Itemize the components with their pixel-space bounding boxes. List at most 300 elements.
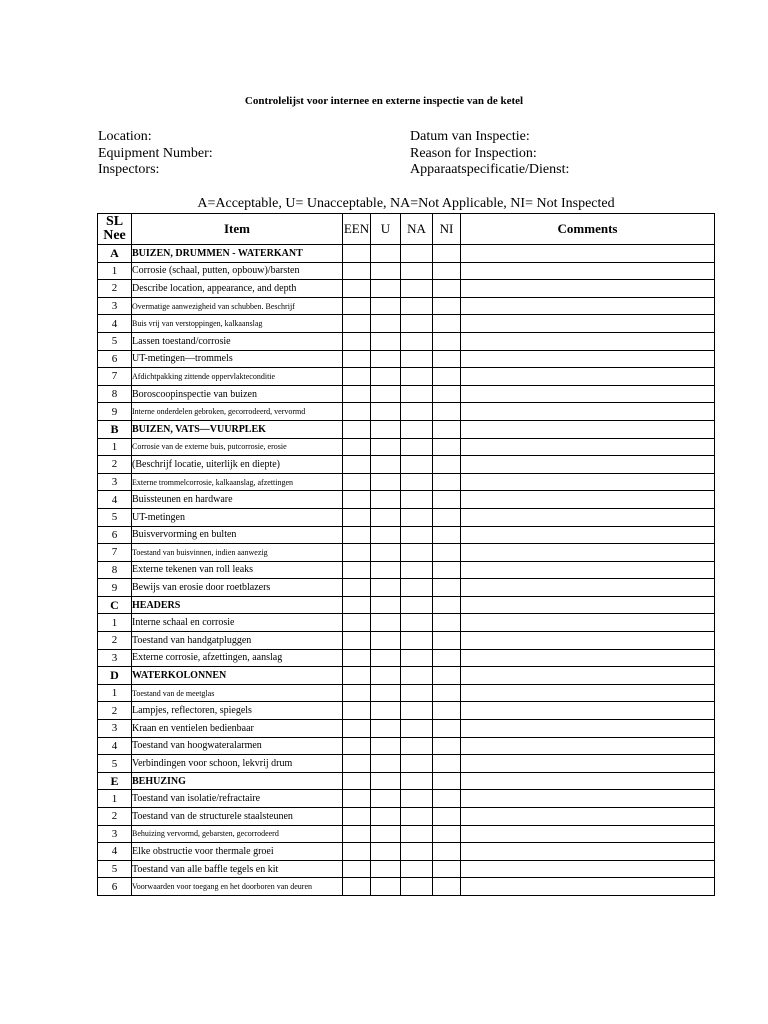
- rating-cell-ni[interactable]: [433, 544, 461, 562]
- rating-cell-ni[interactable]: [433, 385, 461, 403]
- table-row: [98, 755, 715, 773]
- rating-cell-u[interactable]: [371, 544, 401, 562]
- table-row: [98, 403, 715, 421]
- rating-cell-u[interactable]: [371, 808, 401, 826]
- item-description: UT-metingen: [132, 508, 343, 526]
- rating-cell-comments[interactable]: [461, 262, 715, 280]
- table-row: [98, 350, 715, 368]
- rating-cell-na[interactable]: [401, 262, 433, 280]
- row-number: 5: [98, 860, 132, 878]
- row-number: 8: [98, 561, 132, 579]
- item-description: Elke obstructie voor thermale groei: [132, 843, 343, 861]
- rating-cell-ni[interactable]: [433, 649, 461, 667]
- rating-cell-u[interactable]: [371, 297, 401, 315]
- rating-cell-na[interactable]: [401, 843, 433, 861]
- table-row: [98, 649, 715, 667]
- row-number: 5: [98, 755, 132, 773]
- table-row: [98, 632, 715, 650]
- section-row: [98, 667, 715, 685]
- cell-comments: [461, 772, 715, 790]
- row-number: 3: [98, 825, 132, 843]
- cell-ni: [433, 420, 461, 438]
- rating-cell-na[interactable]: [401, 702, 433, 720]
- section-title: BEHUZING: [132, 772, 343, 790]
- info-left: [98, 129, 213, 179]
- rating-cell-ni[interactable]: [433, 632, 461, 650]
- rating-cell-u[interactable]: [371, 684, 401, 702]
- rating-cell-u[interactable]: [371, 649, 401, 667]
- rating-cell-ni[interactable]: [433, 262, 461, 280]
- rating-cell-ni[interactable]: [433, 579, 461, 597]
- rating-cell-een[interactable]: [343, 385, 371, 403]
- rating-cell-ni[interactable]: [433, 737, 461, 755]
- rating-cell-u[interactable]: [371, 368, 401, 386]
- item-description: (Beschrijf locatie, uiterlijk en diepte): [132, 456, 343, 474]
- row-number: 2: [98, 808, 132, 826]
- rating-cell-u[interactable]: [371, 878, 401, 896]
- rating-cell-een[interactable]: [343, 860, 371, 878]
- section-code: D: [98, 667, 132, 685]
- rating-cell-u[interactable]: [371, 702, 401, 720]
- row-number: 2: [98, 632, 132, 650]
- equipment-spec-label: Apparaatspecificatie/Dienst:: [410, 162, 570, 177]
- rating-cell-na[interactable]: [401, 508, 433, 526]
- rating-cell-ni[interactable]: [433, 368, 461, 386]
- table-row: [98, 684, 715, 702]
- rating-cell-ni[interactable]: [433, 720, 461, 738]
- inspection-checklist-table: [97, 213, 715, 896]
- rating-cell-comments[interactable]: [461, 737, 715, 755]
- table-row: [98, 878, 715, 896]
- rating-cell-u[interactable]: [371, 332, 401, 350]
- rating-cell-ni[interactable]: [433, 315, 461, 333]
- rating-cell-u[interactable]: [371, 508, 401, 526]
- rating-cell-ni[interactable]: [433, 350, 461, 368]
- rating-cell-u[interactable]: [371, 860, 401, 878]
- rating-cell-een[interactable]: [343, 702, 371, 720]
- row-number: 3: [98, 649, 132, 667]
- cell-u: [371, 772, 401, 790]
- rating-cell-ni[interactable]: [433, 438, 461, 456]
- inspection-date-label: Datum van Inspectie:: [410, 129, 530, 144]
- reason-label: Reason for Inspection:: [410, 145, 537, 161]
- rating-cell-comments[interactable]: [461, 508, 715, 526]
- rating-cell-comments[interactable]: [461, 684, 715, 702]
- rating-cell-comments[interactable]: [461, 385, 715, 403]
- table-row: [98, 825, 715, 843]
- header-row: [98, 214, 715, 245]
- cell-u: [371, 667, 401, 685]
- rating-cell-comments[interactable]: [461, 561, 715, 579]
- item-description: Afdichtpakking zittende oppervlakteconditie: [132, 368, 343, 386]
- rating-cell-na[interactable]: [401, 473, 433, 491]
- table-row: [98, 491, 715, 509]
- cell-na: [401, 420, 433, 438]
- rating-cell-comments[interactable]: [461, 808, 715, 826]
- rating-cell-na[interactable]: [401, 544, 433, 562]
- rating-cell-u[interactable]: [371, 491, 401, 509]
- cell-comments: [461, 667, 715, 685]
- item-description: Kraan en ventielen bedienbaar: [132, 720, 343, 738]
- rating-cell-u[interactable]: [371, 403, 401, 421]
- cell-na: [401, 245, 433, 263]
- rating-cell-na[interactable]: [401, 456, 433, 474]
- rating-cell-comments[interactable]: [461, 614, 715, 632]
- rating-cell-comments[interactable]: [461, 438, 715, 456]
- rating-cell-u[interactable]: [371, 843, 401, 861]
- item-description: Boroscoopinspectie van buizen: [132, 385, 343, 403]
- rating-cell-u[interactable]: [371, 385, 401, 403]
- row-number: 3: [98, 473, 132, 491]
- rating-cell-een[interactable]: [343, 280, 371, 298]
- rating-cell-ni[interactable]: [433, 561, 461, 579]
- table-row: [98, 843, 715, 861]
- rating-cell-een[interactable]: [343, 825, 371, 843]
- rating-cell-u[interactable]: [371, 825, 401, 843]
- rating-cell-na[interactable]: [401, 860, 433, 878]
- equipment-number-label: Equipment Number:: [98, 145, 213, 161]
- rating-cell-comments[interactable]: [461, 843, 715, 861]
- table-row: [98, 720, 715, 738]
- row-number: 1: [98, 684, 132, 702]
- rating-cell-ni[interactable]: [433, 473, 461, 491]
- rating-cell-een[interactable]: [343, 579, 371, 597]
- cell-ni: [433, 667, 461, 685]
- rating-cell-comments[interactable]: [461, 702, 715, 720]
- row-number: 9: [98, 403, 132, 421]
- table-row: [98, 702, 715, 720]
- rating-cell-een[interactable]: [343, 561, 371, 579]
- rating-cell-een[interactable]: [343, 350, 371, 368]
- rating-cell-comments[interactable]: [461, 456, 715, 474]
- rating-cell-een[interactable]: [343, 456, 371, 474]
- rating-cell-comments[interactable]: [461, 350, 715, 368]
- table-row: [98, 315, 715, 333]
- cell-comments: [461, 245, 715, 263]
- item-description: Toestand van de structurele staalsteunen: [132, 808, 343, 826]
- rating-cell-u[interactable]: [371, 280, 401, 298]
- rating-cell-comments[interactable]: [461, 860, 715, 878]
- rating-cell-ni[interactable]: [433, 280, 461, 298]
- row-number: 6: [98, 350, 132, 368]
- rating-cell-ni[interactable]: [433, 297, 461, 315]
- rating-cell-ni[interactable]: [433, 790, 461, 808]
- table-row: [98, 614, 715, 632]
- row-number: 1: [98, 438, 132, 456]
- rating-cell-comments[interactable]: [461, 720, 715, 738]
- rating-cell-comments[interactable]: [461, 878, 715, 896]
- section-row: [98, 245, 715, 263]
- rating-cell-na[interactable]: [401, 790, 433, 808]
- rating-cell-ni[interactable]: [433, 508, 461, 526]
- item-description: Verbindingen voor schoon, lekvrij drum: [132, 755, 343, 773]
- rating-cell-u[interactable]: [371, 350, 401, 368]
- item-description: Toestand van de meetglas: [132, 684, 343, 702]
- item-description: Buis vrij van verstoppingen, kalkaanslag: [132, 315, 343, 333]
- rating-cell-ni[interactable]: [433, 755, 461, 773]
- rating-cell-u[interactable]: [371, 315, 401, 333]
- rating-cell-comments[interactable]: [461, 332, 715, 350]
- rating-cell-een[interactable]: [343, 843, 371, 861]
- document-title: Controlelijst voor internee en externe inspectie van de ketel: [244, 95, 524, 107]
- rating-cell-ni[interactable]: [433, 332, 461, 350]
- rating-cell-een[interactable]: [343, 614, 371, 632]
- rating-cell-ni[interactable]: [433, 614, 461, 632]
- table-row: [98, 297, 715, 315]
- rating-cell-een[interactable]: [343, 544, 371, 562]
- cell-ni: [433, 596, 461, 614]
- item-description: Interne onderdelen gebroken, gecorrodeerd, vervormd: [132, 403, 343, 421]
- row-number: 3: [98, 297, 132, 315]
- item-description: Toestand van buisvinnen, indien aanwezig: [132, 544, 343, 562]
- section-row: [98, 596, 715, 614]
- rating-cell-een[interactable]: [343, 473, 371, 491]
- rating-cell-een[interactable]: [343, 684, 371, 702]
- table-row: [98, 737, 715, 755]
- rating-cell-een[interactable]: [343, 878, 371, 896]
- rating-cell-na[interactable]: [401, 368, 433, 386]
- cell-comments: [461, 596, 715, 614]
- rating-cell-na[interactable]: [401, 350, 433, 368]
- table-row: [98, 561, 715, 579]
- rating-cell-na[interactable]: [401, 385, 433, 403]
- rating-cell-comments[interactable]: [461, 403, 715, 421]
- item-description: Toestand van alle baffle tegels en kit: [132, 860, 343, 878]
- rating-cell-u[interactable]: [371, 755, 401, 773]
- table-row: [98, 456, 715, 474]
- rating-cell-na[interactable]: [401, 438, 433, 456]
- rating-cell-u[interactable]: [371, 579, 401, 597]
- rating-cell-een[interactable]: [343, 508, 371, 526]
- rating-cell-ni[interactable]: [433, 456, 461, 474]
- cell-na: [401, 667, 433, 685]
- cell-een: [343, 245, 371, 263]
- item-description: Lampjes, reflectoren, spiegels: [132, 702, 343, 720]
- rating-cell-een[interactable]: [343, 808, 371, 826]
- rating-cell-na[interactable]: [401, 579, 433, 597]
- section-code: E: [98, 772, 132, 790]
- row-number: 4: [98, 491, 132, 509]
- rating-cell-comments[interactable]: [461, 544, 715, 562]
- cell-u: [371, 596, 401, 614]
- item-description: Lassen toestand/corrosie: [132, 332, 343, 350]
- rating-cell-comments[interactable]: [461, 473, 715, 491]
- rating-cell-comments[interactable]: [461, 790, 715, 808]
- cell-u: [371, 420, 401, 438]
- item-description: UT-metingen—trommels: [132, 350, 343, 368]
- rating-cell-u[interactable]: [371, 790, 401, 808]
- rating-cell-u[interactable]: [371, 720, 401, 738]
- item-description: Toestand van isolatie/refractaire: [132, 790, 343, 808]
- header-sl: SL Nee: [98, 214, 132, 245]
- rating-cell-comments[interactable]: [461, 755, 715, 773]
- rating-cell-ni[interactable]: [433, 526, 461, 544]
- row-number: 2: [98, 456, 132, 474]
- rating-cell-een[interactable]: [343, 403, 371, 421]
- table-row: [98, 526, 715, 544]
- rating-cell-een[interactable]: [343, 526, 371, 544]
- table-row: [98, 473, 715, 491]
- item-description: Toestand van handgatpluggen: [132, 632, 343, 650]
- rating-cell-ni[interactable]: [433, 403, 461, 421]
- rating-cell-u[interactable]: [371, 456, 401, 474]
- row-number: 1: [98, 262, 132, 280]
- header-een: EEN: [343, 214, 371, 245]
- rating-cell-na[interactable]: [401, 684, 433, 702]
- rating-cell-na[interactable]: [401, 491, 433, 509]
- rating-cell-na[interactable]: [401, 737, 433, 755]
- row-number: 6: [98, 526, 132, 544]
- table-row: [98, 332, 715, 350]
- rating-cell-comments[interactable]: [461, 526, 715, 544]
- rating-cell-na[interactable]: [401, 403, 433, 421]
- table-row: [98, 579, 715, 597]
- row-number: 2: [98, 280, 132, 298]
- header-na: NA: [401, 214, 433, 245]
- rating-cell-u[interactable]: [371, 614, 401, 632]
- info-right: [410, 129, 569, 179]
- row-number: 7: [98, 368, 132, 386]
- rating-cell-een[interactable]: [343, 297, 371, 315]
- rating-cell-na[interactable]: [401, 315, 433, 333]
- inspectors-label: Inspectors:: [98, 162, 160, 177]
- rating-cell-u[interactable]: [371, 561, 401, 579]
- rating-cell-na[interactable]: [401, 297, 433, 315]
- rating-cell-na[interactable]: [401, 878, 433, 896]
- rating-cell-comments[interactable]: [461, 315, 715, 333]
- rating-cell-een[interactable]: [343, 632, 371, 650]
- rating-cell-u[interactable]: [371, 526, 401, 544]
- cell-ni: [433, 245, 461, 263]
- table-row: [98, 368, 715, 386]
- header-u: U: [371, 214, 401, 245]
- rating-cell-u[interactable]: [371, 262, 401, 280]
- table-row: [98, 438, 715, 456]
- table-row: [98, 508, 715, 526]
- rating-cell-comments[interactable]: [461, 825, 715, 843]
- item-description: Corrosie van de externe buis, putcorrosie, erosie: [132, 438, 343, 456]
- rating-cell-na[interactable]: [401, 614, 433, 632]
- item-description: Describe location, appearance, and depth: [132, 280, 343, 298]
- section-code: B: [98, 420, 132, 438]
- rating-cell-comments[interactable]: [461, 297, 715, 315]
- rating-cell-na[interactable]: [401, 755, 433, 773]
- row-number: 4: [98, 843, 132, 861]
- header-comments: Comments: [461, 214, 715, 245]
- section-title: HEADERS: [132, 596, 343, 614]
- item-description: Externe corrosie, afzettingen, aanslag: [132, 649, 343, 667]
- rating-cell-een[interactable]: [343, 368, 371, 386]
- rating-cell-ni[interactable]: [433, 808, 461, 826]
- table-row: [98, 860, 715, 878]
- rating-cell-na[interactable]: [401, 561, 433, 579]
- location-label: Location:: [98, 129, 152, 144]
- rating-cell-comments[interactable]: [461, 649, 715, 667]
- header-ni: NI: [433, 214, 461, 245]
- rating-cell-een[interactable]: [343, 755, 371, 773]
- row-number: 6: [98, 878, 132, 896]
- cell-u: [371, 245, 401, 263]
- rating-cell-een[interactable]: [343, 737, 371, 755]
- rating-cell-na[interactable]: [401, 632, 433, 650]
- rating-cell-comments[interactable]: [461, 579, 715, 597]
- row-number: 2: [98, 702, 132, 720]
- item-description: Buissteunen en hardware: [132, 491, 343, 509]
- rating-cell-na[interactable]: [401, 808, 433, 826]
- cell-na: [401, 596, 433, 614]
- rating-cell-een[interactable]: [343, 315, 371, 333]
- rating-cell-na[interactable]: [401, 280, 433, 298]
- rating-cell-u[interactable]: [371, 473, 401, 491]
- rating-cell-een[interactable]: [343, 720, 371, 738]
- rating-cell-een[interactable]: [343, 649, 371, 667]
- table-row: [98, 544, 715, 562]
- row-number: 4: [98, 737, 132, 755]
- cell-een: [343, 667, 371, 685]
- row-number: 1: [98, 614, 132, 632]
- cell-een: [343, 772, 371, 790]
- rating-cell-ni[interactable]: [433, 684, 461, 702]
- cell-een: [343, 420, 371, 438]
- section-title: BUIZEN, VATS—VUURPLEK: [132, 420, 343, 438]
- rating-cell-een[interactable]: [343, 491, 371, 509]
- item-description: Interne schaal en corrosie: [132, 614, 343, 632]
- rating-cell-comments[interactable]: [461, 280, 715, 298]
- rating-cell-een[interactable]: [343, 332, 371, 350]
- rating-cell-ni[interactable]: [433, 825, 461, 843]
- table-row: [98, 262, 715, 280]
- rating-cell-u[interactable]: [371, 737, 401, 755]
- rating-cell-ni[interactable]: [433, 878, 461, 896]
- row-number: 5: [98, 508, 132, 526]
- item-description: Externe tekenen van roll leaks: [132, 561, 343, 579]
- cell-na: [401, 772, 433, 790]
- row-number: 5: [98, 332, 132, 350]
- row-number: 7: [98, 544, 132, 562]
- rating-cell-ni[interactable]: [433, 860, 461, 878]
- rating-cell-een[interactable]: [343, 262, 371, 280]
- row-number: 9: [98, 579, 132, 597]
- cell-ni: [433, 772, 461, 790]
- item-description: Bewijs van erosie door roetblazers: [132, 579, 343, 597]
- item-description: Overmatige aanwezigheid van schubben. Beschrijf: [132, 297, 343, 315]
- cell-een: [343, 596, 371, 614]
- rating-cell-comments[interactable]: [461, 632, 715, 650]
- header-item: Item: [132, 214, 343, 245]
- rating-cell-na[interactable]: [401, 526, 433, 544]
- rating-cell-na[interactable]: [401, 720, 433, 738]
- rating-cell-na[interactable]: [401, 825, 433, 843]
- row-number: 4: [98, 315, 132, 333]
- rating-cell-een[interactable]: [343, 790, 371, 808]
- rating-cell-een[interactable]: [343, 438, 371, 456]
- rating-cell-na[interactable]: [401, 332, 433, 350]
- table-row: [98, 808, 715, 826]
- row-number: 8: [98, 385, 132, 403]
- section-title: WATERKOLONNEN: [132, 667, 343, 685]
- rating-cell-u[interactable]: [371, 632, 401, 650]
- rating-cell-u[interactable]: [371, 438, 401, 456]
- rating-cell-ni[interactable]: [433, 491, 461, 509]
- cell-comments: [461, 420, 715, 438]
- item-description: Behuizing vervormd, gebarsten, gecorrodeerd: [132, 825, 343, 843]
- item-description: Toestand van hoogwateralarmen: [132, 737, 343, 755]
- rating-cell-comments[interactable]: [461, 491, 715, 509]
- rating-cell-ni[interactable]: [433, 843, 461, 861]
- rating-cell-na[interactable]: [401, 649, 433, 667]
- rating-cell-ni[interactable]: [433, 702, 461, 720]
- rating-cell-comments[interactable]: [461, 368, 715, 386]
